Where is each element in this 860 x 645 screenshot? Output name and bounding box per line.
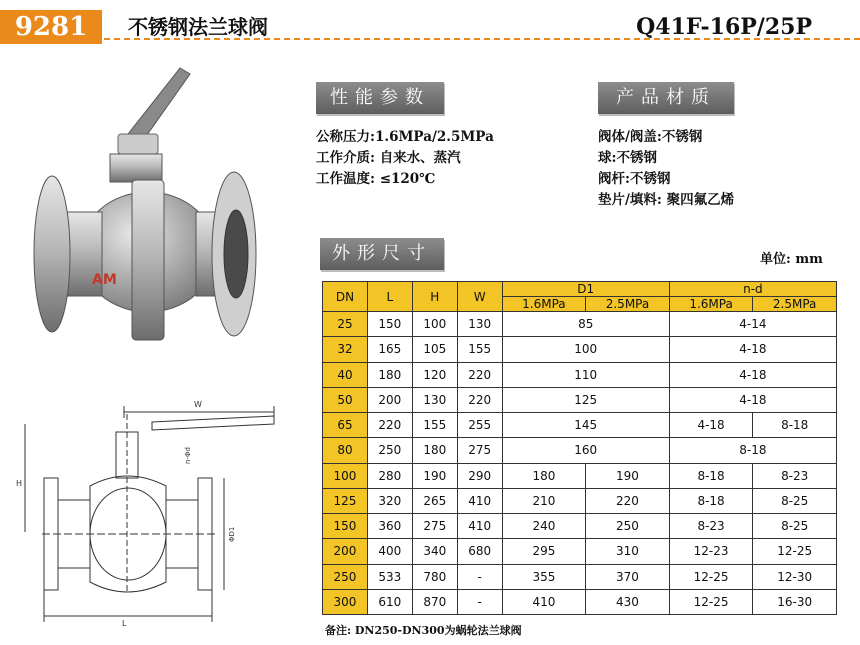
table-cell: 4-18: [669, 387, 836, 412]
table-cell: 8-18: [669, 463, 753, 488]
table-row: [323, 387, 837, 412]
col-nd-16: 1.6MPa: [669, 297, 753, 312]
table-cell: 4-14: [669, 312, 836, 337]
table-row: [323, 564, 837, 589]
table-cell: -: [457, 564, 502, 589]
table-row: [323, 514, 837, 539]
table-row: [323, 413, 837, 438]
table-cell: 40: [323, 362, 368, 387]
table-cell: 290: [457, 463, 502, 488]
table-cell: 12-30: [753, 564, 837, 589]
table-cell: 150: [367, 312, 412, 337]
table-cell: 25: [323, 312, 368, 337]
svg-text:ΦD1: ΦD1: [228, 526, 236, 542]
table-cell: 680: [457, 539, 502, 564]
material-ball: 球:不锈钢: [598, 150, 657, 166]
col-nd-25: 2.5MPa: [753, 297, 837, 312]
table-cell: 12-23: [669, 539, 753, 564]
table-cell: 32: [323, 337, 368, 362]
table-row: [323, 362, 837, 387]
table-row: [323, 312, 837, 337]
table-cell: 533: [367, 564, 412, 589]
table-cell: 8-23: [669, 514, 753, 539]
table-cell: 780: [412, 564, 457, 589]
table-cell: 220: [586, 488, 670, 513]
table-cell: 220: [457, 387, 502, 412]
unit-label: 单位: mm: [760, 252, 823, 267]
table-cell: 8-25: [753, 488, 837, 513]
table-cell: 110: [502, 362, 669, 387]
material-body: 阀体/阀盖:不锈钢: [598, 129, 703, 145]
table-cell: 870: [412, 589, 457, 614]
table-cell: 430: [586, 589, 670, 614]
table-cell: 85: [502, 312, 669, 337]
spec-pressure: 公称压力:1.6MPa/2.5MPa: [316, 129, 494, 145]
table-cell: 65: [323, 413, 368, 438]
table-cell: 240: [502, 514, 586, 539]
table-cell: 265: [412, 488, 457, 513]
table-cell: 150: [323, 514, 368, 539]
table-row: [323, 463, 837, 488]
table-cell: 370: [586, 564, 670, 589]
table-cell: 4-18: [669, 337, 836, 362]
table-cell: 210: [502, 488, 586, 513]
performance-list: [316, 127, 494, 190]
table-cell: 165: [367, 337, 412, 362]
table-cell: 105: [412, 337, 457, 362]
table-cell: 410: [457, 488, 502, 513]
table-cell: 220: [367, 413, 412, 438]
performance-heading: 性能参数: [316, 82, 444, 114]
table-cell: 155: [457, 337, 502, 362]
table-cell: 275: [412, 514, 457, 539]
table-cell: -: [457, 589, 502, 614]
table-cell: 4-18: [669, 362, 836, 387]
logo-mark: [92, 272, 117, 288]
table-cell: 50: [323, 387, 368, 412]
valve-drawing: [12, 394, 312, 628]
spec-medium: 工作介质: 自来水、蒸汽: [316, 150, 461, 166]
table-row: [323, 438, 837, 463]
col-h: H: [412, 282, 457, 312]
table-cell: 250: [586, 514, 670, 539]
valve-photo: [20, 62, 270, 352]
col-d1-25: 2.5MPa: [586, 297, 670, 312]
table-cell: 80: [323, 438, 368, 463]
product-title: 不锈钢法兰球阀: [128, 15, 268, 39]
table-row: [323, 337, 837, 362]
table-cell: 200: [323, 539, 368, 564]
table-cell: 130: [457, 312, 502, 337]
table-cell: 355: [502, 564, 586, 589]
table-cell: 8-18: [669, 488, 753, 513]
header-divider: [104, 38, 860, 40]
table-cell: 220: [457, 362, 502, 387]
table-cell: 120: [412, 362, 457, 387]
table-cell: 180: [412, 438, 457, 463]
material-list: [598, 127, 734, 211]
material-heading: 产品材质: [598, 82, 734, 114]
table-cell: 125: [323, 488, 368, 513]
table-cell: 4-18: [669, 413, 753, 438]
table-cell: 250: [367, 438, 412, 463]
table-cell: 250: [323, 564, 368, 589]
table-cell: 400: [367, 539, 412, 564]
table-cell: 12-25: [669, 589, 753, 614]
model-number: Q41F-16P/25P: [636, 14, 812, 40]
table-row: [323, 539, 837, 564]
svg-text:W: W: [194, 400, 202, 409]
table-cell: 180: [367, 362, 412, 387]
col-d1: D1: [502, 282, 669, 297]
table-cell: 190: [412, 463, 457, 488]
table-row: [323, 488, 837, 513]
table-cell: 100: [502, 337, 669, 362]
table-cell: 8-18: [753, 413, 837, 438]
table-cell: 8-18: [669, 438, 836, 463]
table-cell: 300: [323, 589, 368, 614]
table-cell: 180: [502, 463, 586, 488]
col-l: L: [367, 282, 412, 312]
table-cell: 275: [457, 438, 502, 463]
col-dn: DN: [323, 282, 368, 312]
col-w: W: [457, 282, 502, 312]
table-row: [323, 589, 837, 614]
table-cell: 280: [367, 463, 412, 488]
dimensions-heading: 外形尺寸: [320, 238, 444, 270]
table-cell: 145: [502, 413, 669, 438]
col-nd: n-d: [669, 282, 836, 297]
dimensions-table: [322, 281, 837, 615]
table-cell: 12-25: [669, 564, 753, 589]
table-cell: 12-25: [753, 539, 837, 564]
footnote: 备注: DN250-DN300为蜗轮法兰球阀: [325, 624, 522, 637]
svg-text:H: H: [16, 479, 23, 488]
table-cell: 100: [323, 463, 368, 488]
product-code: 9281: [0, 10, 102, 44]
table-cell: 130: [412, 387, 457, 412]
table-cell: 295: [502, 539, 586, 564]
material-gasket: 垫片/填料: 聚四氟乙烯: [598, 192, 735, 208]
table-cell: 310: [586, 539, 670, 564]
spec-temperature: 工作温度: ≤120℃: [316, 171, 436, 187]
table-cell: 410: [457, 514, 502, 539]
table-cell: 255: [457, 413, 502, 438]
table-cell: 8-25: [753, 514, 837, 539]
table-cell: 410: [502, 589, 586, 614]
table-cell: 16-30: [753, 589, 837, 614]
table-cell: 160: [502, 438, 669, 463]
table-cell: 190: [586, 463, 670, 488]
table-cell: 200: [367, 387, 412, 412]
table-cell: 125: [502, 387, 669, 412]
table-cell: 360: [367, 514, 412, 539]
col-d1-16: 1.6MPa: [502, 297, 586, 312]
table-cell: 8-23: [753, 463, 837, 488]
svg-text:n-Φd: n-Φd: [184, 447, 192, 464]
table-cell: 320: [367, 488, 412, 513]
table-cell: 100: [412, 312, 457, 337]
svg-text:AM: AM: [92, 272, 117, 288]
table-cell: 340: [412, 539, 457, 564]
svg-text:L: L: [122, 619, 127, 628]
table-cell: 610: [367, 589, 412, 614]
table-cell: 155: [412, 413, 457, 438]
material-stem: 阀杆:不锈钢: [598, 171, 671, 187]
